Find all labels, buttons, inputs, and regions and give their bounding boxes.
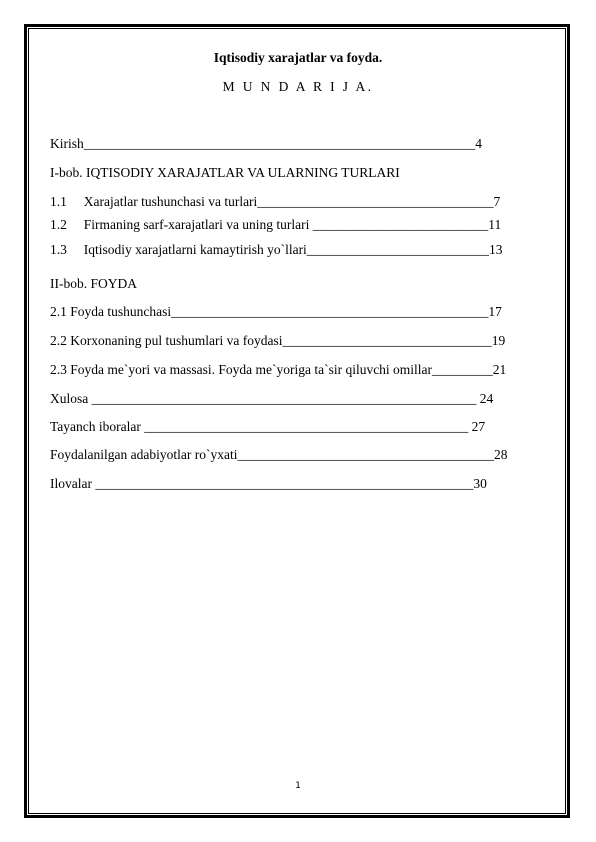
toc-chapter-2-heading: II-bob. FOYDA: [50, 276, 137, 291]
toc-entry-references: Foydalanilgan adabiyotlar ro`yxati______________________________________28: [50, 447, 508, 462]
toc-entry-1-1: 1.1 Xarajatlar tushunchasi va turlari___________________________________7: [50, 194, 501, 209]
toc-entry-2-2: 2.2 Korxonaning pul tushumlari va foydasi_______________________________19: [50, 333, 506, 348]
toc-entry-conclusion: Xulosa _________________________________________________________ 24: [50, 391, 494, 406]
contents-heading: M U N D A R I J A.: [222, 79, 374, 94]
toc-entry-1-3: 1.3 Iqtisodiy xarajatlarni kamaytirish yo`llari___________________________13: [50, 242, 503, 257]
page-number: 1: [295, 781, 301, 791]
toc-entry-2-3: 2.3 Foyda me`yori va massasi. Foyda me`yoriga ta`sir qiluvchi omillar_________21: [50, 362, 507, 377]
toc-entry-appendices: Ilovalar ________________________________________________________30: [50, 476, 487, 491]
document-title: Iqtisodiy xarajatlar va foyda.: [213, 50, 383, 65]
toc-entry-key-terms: Tayanch iboralar ________________________________________________ 27: [50, 419, 486, 434]
toc-entry-2-1: 2.1 Foyda tushunchasi_______________________________________________17: [50, 304, 502, 319]
toc-entry-1-2: 1.2 Firmaning sarf-xarajatlari va uning turlari __________________________11: [50, 217, 502, 232]
toc-chapter-1-heading: I-bob. IQTISODIY XARAJATLAR VA ULARNING TURLARI: [50, 165, 400, 180]
toc-entry-introduction: Kirish__________________________________________________________4: [50, 136, 482, 151]
